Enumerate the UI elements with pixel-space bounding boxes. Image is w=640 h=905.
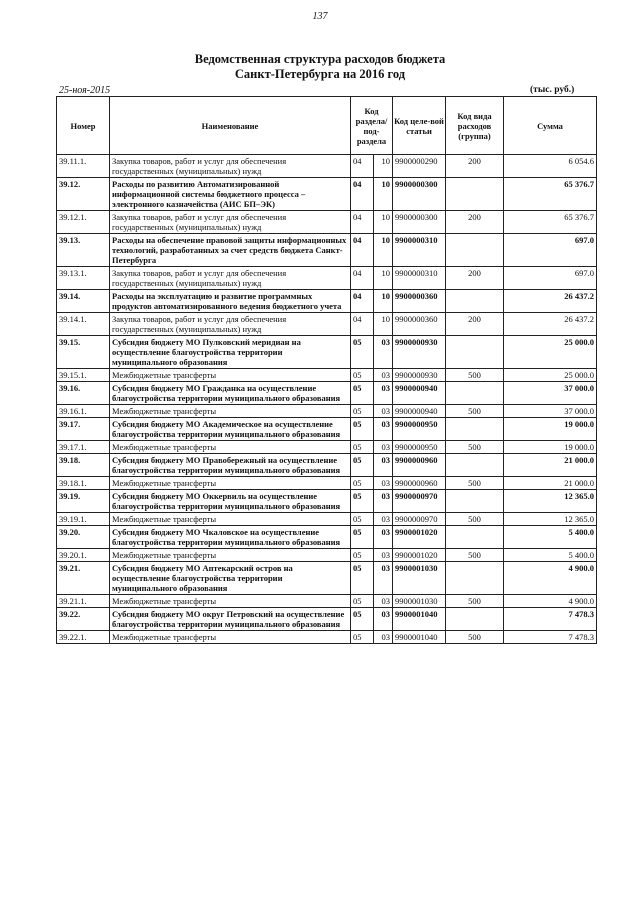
row-article-code: 9900000300 xyxy=(393,178,446,211)
row-section-code: 05 xyxy=(351,336,374,369)
row-name: Субсидия бюджету МО Чкаловское на осуществление благоустройства территории муниципального образования xyxy=(110,526,351,549)
table-row xyxy=(57,267,597,290)
row-number: 39.17.1. xyxy=(57,441,110,454)
table-row xyxy=(57,490,597,513)
row-sum: 37 000.0 xyxy=(504,405,597,418)
table-row xyxy=(57,382,597,405)
row-name: Межбюджетные трансферты xyxy=(110,369,351,382)
row-article-code: 9900000310 xyxy=(393,234,446,267)
row-expense-type: 500 xyxy=(446,595,504,608)
table-row xyxy=(57,549,597,562)
budget-table xyxy=(56,96,597,644)
row-section-code: 05 xyxy=(351,631,374,644)
table-header-row xyxy=(57,97,597,155)
row-section-code: 05 xyxy=(351,405,374,418)
row-number: 39.16.1. xyxy=(57,405,110,418)
row-section-code: 05 xyxy=(351,369,374,382)
row-expense-type xyxy=(446,336,504,369)
row-number: 39.17. xyxy=(57,418,110,441)
row-section-code: 05 xyxy=(351,477,374,490)
row-section-code: 04 xyxy=(351,234,374,267)
row-number: 39.20.1. xyxy=(57,549,110,562)
row-section-code: 04 xyxy=(351,267,374,290)
row-subsection-code: 10 xyxy=(374,267,393,290)
row-expense-type xyxy=(446,290,504,313)
row-sum: 6 054.6 xyxy=(504,155,597,178)
table-row xyxy=(57,631,597,644)
row-name: Закупка товаров, работ и услуг для обеспечения государственных (муниципальных) нужд xyxy=(110,211,351,234)
row-expense-type: 200 xyxy=(446,155,504,178)
table-body xyxy=(57,155,597,644)
row-article-code: 9900000360 xyxy=(393,290,446,313)
row-name: Межбюджетные трансферты xyxy=(110,595,351,608)
row-expense-type: 500 xyxy=(446,513,504,526)
row-section-code: 05 xyxy=(351,454,374,477)
row-article-code: 9900000360 xyxy=(393,313,446,336)
row-article-code: 9900000960 xyxy=(393,454,446,477)
row-name: Межбюджетные трансферты xyxy=(110,513,351,526)
row-sum: 697.0 xyxy=(504,234,597,267)
table-row xyxy=(57,369,597,382)
page-number: 137 xyxy=(312,11,328,22)
row-article-code: 9900000930 xyxy=(393,369,446,382)
table-row xyxy=(57,526,597,549)
row-article-code: 9900000290 xyxy=(393,155,446,178)
row-article-code: 9900000940 xyxy=(393,382,446,405)
row-number: 39.22. xyxy=(57,608,110,631)
row-article-code: 9900000950 xyxy=(393,441,446,454)
row-subsection-code: 10 xyxy=(374,155,393,178)
row-sum: 5 400.0 xyxy=(504,549,597,562)
row-name: Закупка товаров, работ и услуг для обеспечения государственных (муниципальных) нужд xyxy=(110,155,351,178)
table-row xyxy=(57,562,597,595)
row-expense-type: 500 xyxy=(446,441,504,454)
row-sum: 21 000.0 xyxy=(504,454,597,477)
row-section-code: 05 xyxy=(351,549,374,562)
row-sum: 37 000.0 xyxy=(504,382,597,405)
table-row xyxy=(57,155,597,178)
header-expense-type: Код вида расходов (группа) xyxy=(446,97,504,155)
row-subsection-code: 10 xyxy=(374,290,393,313)
row-subsection-code: 03 xyxy=(374,382,393,405)
row-number: 39.16. xyxy=(57,382,110,405)
row-number: 39.15. xyxy=(57,336,110,369)
row-section-code: 05 xyxy=(351,513,374,526)
row-subsection-code: 03 xyxy=(374,562,393,595)
row-section-code: 04 xyxy=(351,178,374,211)
row-section-code: 05 xyxy=(351,562,374,595)
row-expense-type xyxy=(446,526,504,549)
row-subsection-code: 03 xyxy=(374,549,393,562)
row-subsection-code: 03 xyxy=(374,608,393,631)
row-section-code: 04 xyxy=(351,290,374,313)
row-sum: 65 376.7 xyxy=(504,211,597,234)
row-section-code: 05 xyxy=(351,608,374,631)
row-number: 39.19. xyxy=(57,490,110,513)
row-number: 39.14. xyxy=(57,290,110,313)
row-article-code: 9900001030 xyxy=(393,595,446,608)
table-row xyxy=(57,441,597,454)
row-expense-type: 200 xyxy=(446,267,504,290)
row-name: Субсидия бюджету МО Правобережный на осуществление благоустройства территории муниципального образования xyxy=(110,454,351,477)
row-sum: 26 437.2 xyxy=(504,313,597,336)
table-row xyxy=(57,405,597,418)
row-subsection-code: 03 xyxy=(374,595,393,608)
row-expense-type: 200 xyxy=(446,211,504,234)
row-name: Субсидия бюджету МО Академическое на осуществление благоустройства территории муниципального образования xyxy=(110,418,351,441)
row-sum: 25 000.0 xyxy=(504,336,597,369)
row-sum: 4 900.0 xyxy=(504,595,597,608)
row-expense-type xyxy=(446,608,504,631)
table-row xyxy=(57,477,597,490)
row-expense-type: 500 xyxy=(446,549,504,562)
row-number: 39.22.1. xyxy=(57,631,110,644)
row-section-code: 04 xyxy=(351,313,374,336)
row-expense-type: 500 xyxy=(446,405,504,418)
row-name: Закупка товаров, работ и услуг для обеспечения государственных (муниципальных) нужд xyxy=(110,267,351,290)
row-article-code: 9900000970 xyxy=(393,490,446,513)
row-sum: 25 000.0 xyxy=(504,369,597,382)
row-name: Расходы на обеспечение правовой защиты информационных технологий, разработанных за счет средств бюджета Санкт-Петербурга xyxy=(110,234,351,267)
row-sum: 12 365.0 xyxy=(504,490,597,513)
row-expense-type xyxy=(446,382,504,405)
row-number: 39.13. xyxy=(57,234,110,267)
row-number: 39.14.1. xyxy=(57,313,110,336)
header-sum: Сумма xyxy=(504,97,597,155)
row-number: 39.18. xyxy=(57,454,110,477)
row-subsection-code: 03 xyxy=(374,490,393,513)
row-subsection-code: 10 xyxy=(374,211,393,234)
row-section-code: 05 xyxy=(351,526,374,549)
document-date: 25-ноя-2015 xyxy=(59,85,111,96)
row-expense-type: 500 xyxy=(446,369,504,382)
document-title xyxy=(0,52,640,82)
row-subsection-code: 03 xyxy=(374,369,393,382)
row-number: 39.20. xyxy=(57,526,110,549)
row-subsection-code: 10 xyxy=(374,313,393,336)
row-number: 39.11.1. xyxy=(57,155,110,178)
row-article-code: 9900001040 xyxy=(393,608,446,631)
row-article-code: 9900001040 xyxy=(393,631,446,644)
table-row xyxy=(57,608,597,631)
row-article-code: 9900001020 xyxy=(393,549,446,562)
row-section-code: 05 xyxy=(351,595,374,608)
table-row xyxy=(57,211,597,234)
row-number: 39.19.1. xyxy=(57,513,110,526)
row-article-code: 9900001030 xyxy=(393,562,446,595)
row-name: Межбюджетные трансферты xyxy=(110,549,351,562)
row-expense-type xyxy=(446,178,504,211)
row-section-code: 04 xyxy=(351,211,374,234)
row-sum: 21 000.0 xyxy=(504,477,597,490)
row-name: Расходы по развитию Автоматизированной информационной системы бюджетного процесса – электронного казначейства (АИС БП–ЭК) xyxy=(110,178,351,211)
row-number: 39.13.1. xyxy=(57,267,110,290)
header-section-code: Код раздела/ под-раздела xyxy=(351,97,393,155)
header-number: Номер xyxy=(57,97,110,155)
row-number: 39.21.1. xyxy=(57,595,110,608)
table-row xyxy=(57,336,597,369)
header-article-code: Код целе-вой статьи xyxy=(393,97,446,155)
row-expense-type: 500 xyxy=(446,477,504,490)
row-name: Закупка товаров, работ и услуг для обеспечения государственных (муниципальных) нужд xyxy=(110,313,351,336)
row-sum: 7 478.3 xyxy=(504,631,597,644)
row-article-code: 9900000310 xyxy=(393,267,446,290)
row-expense-type xyxy=(446,490,504,513)
title-line-2: Санкт-Петербурга на 2016 год xyxy=(234,67,406,81)
row-number: 39.18.1. xyxy=(57,477,110,490)
row-sum: 12 365.0 xyxy=(504,513,597,526)
row-subsection-code: 10 xyxy=(374,234,393,267)
row-sum: 5 400.0 xyxy=(504,526,597,549)
row-name: Межбюджетные трансферты xyxy=(110,405,351,418)
row-name: Межбюджетные трансферты xyxy=(110,631,351,644)
row-subsection-code: 03 xyxy=(374,405,393,418)
title-line-1: Ведомственная структура расходов бюджета xyxy=(194,52,446,66)
row-section-code: 04 xyxy=(351,155,374,178)
row-sum: 19 000.0 xyxy=(504,441,597,454)
row-section-code: 05 xyxy=(351,418,374,441)
row-section-code: 05 xyxy=(351,382,374,405)
row-subsection-code: 03 xyxy=(374,477,393,490)
row-name: Субсидия бюджету МО Пулковский меридиан на осуществление благоустройства территории муниципального образования xyxy=(110,336,351,369)
table-row xyxy=(57,418,597,441)
row-number: 39.15.1. xyxy=(57,369,110,382)
row-name: Расходы на эксплуатацию и развитие программных продуктов автоматизированного ведения бюджетного учета xyxy=(110,290,351,313)
row-expense-type xyxy=(446,234,504,267)
row-article-code: 9900000950 xyxy=(393,418,446,441)
row-expense-type: 200 xyxy=(446,313,504,336)
header-name: Наименование xyxy=(110,97,351,155)
row-subsection-code: 03 xyxy=(374,441,393,454)
row-sum: 697.0 xyxy=(504,267,597,290)
table-row xyxy=(57,290,597,313)
table-row xyxy=(57,513,597,526)
row-sum: 65 376.7 xyxy=(504,178,597,211)
row-sum: 4 900.0 xyxy=(504,562,597,595)
row-number: 39.21. xyxy=(57,562,110,595)
row-article-code: 9900000930 xyxy=(393,336,446,369)
row-expense-type xyxy=(446,562,504,595)
row-expense-type xyxy=(446,454,504,477)
row-name: Межбюджетные трансферты xyxy=(110,441,351,454)
row-article-code: 9900001020 xyxy=(393,526,446,549)
row-number: 39.12. xyxy=(57,178,110,211)
row-name: Межбюджетные трансферты xyxy=(110,477,351,490)
row-subsection-code: 03 xyxy=(374,336,393,369)
row-number: 39.12.1. xyxy=(57,211,110,234)
row-sum: 26 437.2 xyxy=(504,290,597,313)
table-row xyxy=(57,454,597,477)
row-name: Субсидия бюджету МО Аптекарский остров на осуществление благоустройства территории муниципального образования xyxy=(110,562,351,595)
row-name: Субсидия бюджету МО Оккервиль на осуществление благоустройства территории муниципального образования xyxy=(110,490,351,513)
row-subsection-code: 03 xyxy=(374,454,393,477)
row-expense-type: 500 xyxy=(446,631,504,644)
table-row xyxy=(57,595,597,608)
row-section-code: 05 xyxy=(351,490,374,513)
row-expense-type xyxy=(446,418,504,441)
units-label: (тыс. руб.) xyxy=(530,85,575,95)
row-subsection-code: 03 xyxy=(374,513,393,526)
row-sum: 19 000.0 xyxy=(504,418,597,441)
table-row xyxy=(57,234,597,267)
row-subsection-code: 10 xyxy=(374,178,393,211)
table-row xyxy=(57,178,597,211)
row-subsection-code: 03 xyxy=(374,418,393,441)
row-name: Субсидия бюджету МО округ Петровский на осуществление благоустройства территории муниципального образования xyxy=(110,608,351,631)
row-section-code: 05 xyxy=(351,441,374,454)
row-subsection-code: 03 xyxy=(374,631,393,644)
row-subsection-code: 03 xyxy=(374,526,393,549)
row-article-code: 9900000940 xyxy=(393,405,446,418)
row-article-code: 9900000300 xyxy=(393,211,446,234)
table-row xyxy=(57,313,597,336)
row-name: Субсидия бюджету МО Гражданка на осуществление благоустройства территории муниципального образования xyxy=(110,382,351,405)
row-article-code: 9900000970 xyxy=(393,513,446,526)
row-sum: 7 478.3 xyxy=(504,608,597,631)
row-article-code: 9900000960 xyxy=(393,477,446,490)
